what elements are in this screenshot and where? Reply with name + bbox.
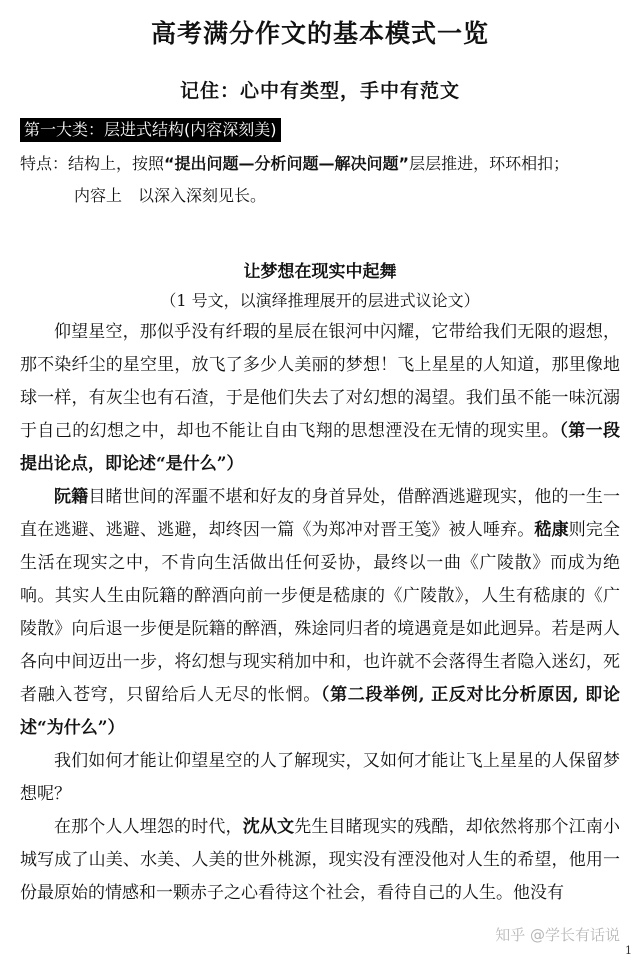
features-suffix: 层层推进，环环相扣； <box>409 154 570 173</box>
paragraph-text: 则完全生活在现实之中，不肯向生活做出任何妥协，最终以一曲《广陵散》而成为绝响。其实人生由阮籍的醉酒向前一步便是嵇康的《广陵散》，人生有嵇康的《广陵散》向后退一步便是阮籍的醉酒，殊途同归者的境遇竟是如此迥异。若是两人各向中间迈出一步，将幻想与现实稍加中和，也许就不会落得生者隐入迷幻，死者融入苍穹，只留给后人无尽的怅惘。 <box>20 520 621 705</box>
person-name: 阮籍 <box>54 487 89 507</box>
person-name: 沈从文 <box>242 817 295 837</box>
paragraph-3 <box>20 745 620 811</box>
document-title: 高考满分作文的基本模式一览 <box>150 19 489 48</box>
watermark: 知乎 @学长有话说 <box>495 926 620 944</box>
paragraph-text: 我们如何才能让仰望星空的人了解现实，又如何才能让飞上星星的人保留梦想呢？ <box>20 751 620 804</box>
paragraph-annotation: （第二段举例, 正反对比分析原因, 即论述“为什么”） <box>20 685 620 738</box>
features-line-2: 内容上 以深入深刻见长。 <box>74 186 267 205</box>
document-subtitle: 记住：心中有类型，手中有范文 <box>179 80 460 102</box>
essay-note: （1 号文，以演绎推理展开的层进式议论文） <box>160 291 480 310</box>
category-heading: 第一大类：层进式结构(内容深刻美) <box>20 118 281 142</box>
features-line-1 <box>20 152 630 176</box>
paragraph-2 <box>20 481 620 745</box>
essay-body <box>20 316 620 910</box>
essay-title: 让梦想在现实中起舞 <box>243 262 397 282</box>
features-bold: “提出问题—分析问题—解决问题” <box>164 154 410 173</box>
page-number: 1 <box>625 944 632 957</box>
paragraph-text: 先生目睹现实的残酷，却依然将那个江南小城写成了山美、水美、人美的世外桃源，现实没有湮没他对人生的希望，他用一份最原始的情感和一颗赤子之心看待这个社会，看待自己的人生。他没有 <box>20 817 620 903</box>
paragraph-text: 在那个人人埋怨的时代， <box>54 817 243 837</box>
person-name: 嵇康 <box>534 520 569 540</box>
features-prefix: 特点：结构上，按照 <box>20 154 165 173</box>
paragraph-1 <box>20 316 620 481</box>
paragraph-text: 仰望星空，那似乎没有纤瑕的星辰在银河中闪耀，它带给我们无限的遐想，那不染纤尘的星空里，放飞了多少人美丽的梦想！飞上星星的人知道，那里像地球一样，有灰尘也有石渣，于是他们失去了对幻想的渴望。我们虽不能一味沉溺于自己的幻想之中，却也不能让自由飞翔的思想湮没在无情的现实里。 <box>20 322 620 441</box>
paragraph-4 <box>20 811 620 910</box>
paragraph-annotation: （第一段提出论点，即论述“是什么”） <box>20 421 621 474</box>
paragraph-text: 目睹世间的浑噩不堪和好友的身首异处，借醉酒逃避现实，他的一生一直在逃避、逃避、逃避，却终因一篇《为郑冲对晋王笺》被人唾弃。 <box>20 487 620 540</box>
